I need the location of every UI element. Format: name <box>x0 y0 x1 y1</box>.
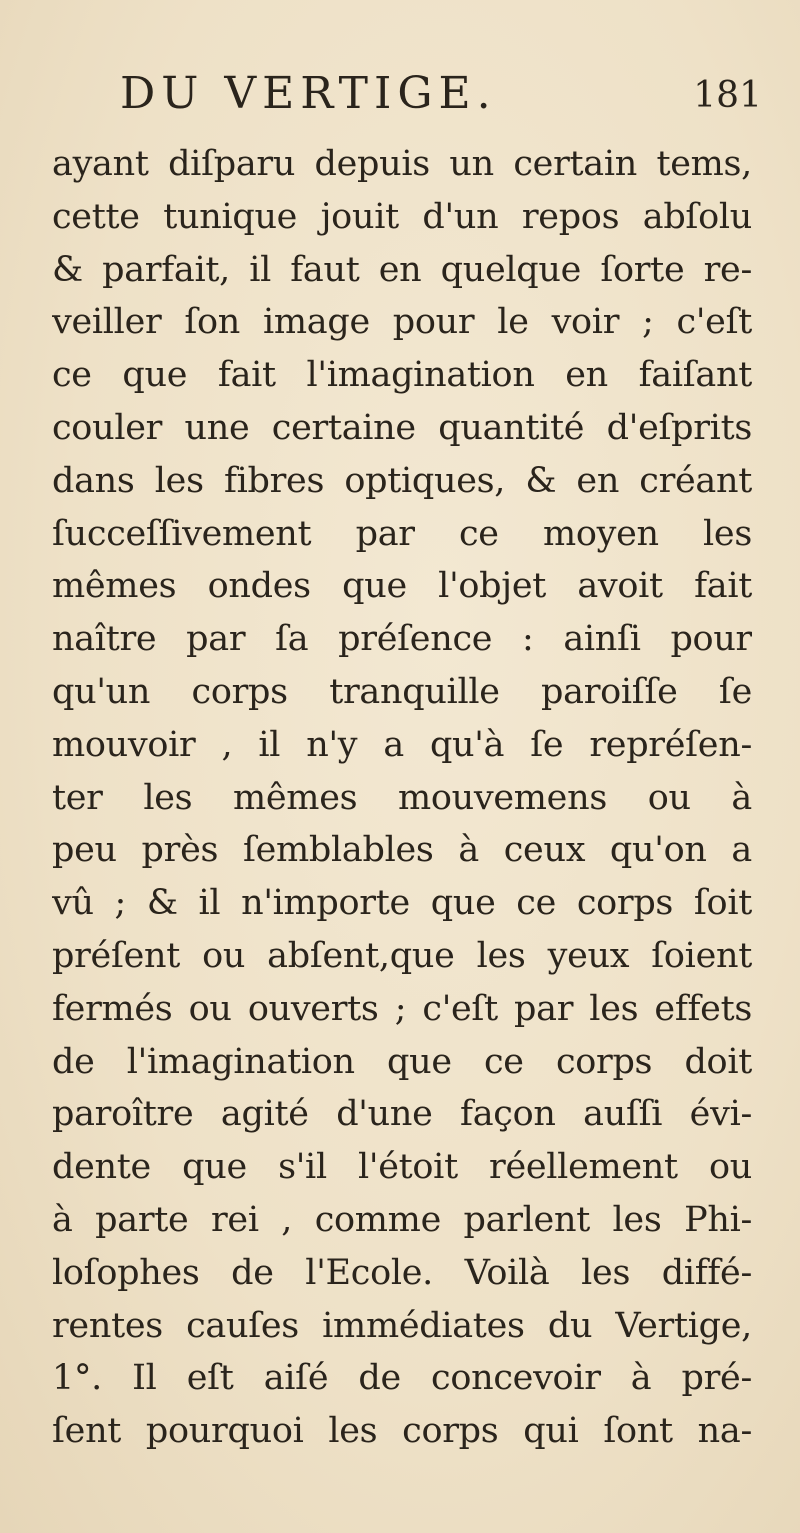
text-line: ſent pourquoi les corps qui ſont na- <box>52 1411 752 1452</box>
text-line: loſophes de l'Ecole. Voilà les diffé- <box>52 1252 752 1293</box>
text-line: dente que s'il l'étoit réellement ou <box>52 1147 752 1188</box>
text-line: paroître agité d'une façon auſſi évi- <box>52 1094 752 1135</box>
text-line: ce que fait l'imagination en faiſant <box>52 355 752 396</box>
text-line: peu près ſemblables à ceux qu'on a <box>52 830 752 871</box>
page-number: 181 <box>693 75 762 116</box>
text-line: ayant diſparu depuis un certain tems, <box>52 144 752 184</box>
text-line: qu'un corps tranquille paroiſſe ſe <box>52 671 752 712</box>
text-line: fermés ou ouverts ; c'eſt par les effets <box>52 988 752 1029</box>
text-line: naître par ſa préſence : ainſi pour <box>52 619 752 660</box>
text-line: dans les fibres optiques, & en créant <box>52 460 752 501</box>
text-line: ſucceſſivement par ce moyen les <box>52 513 752 554</box>
text-line: 1°. Il eſt aiſé de concevoir à pré- <box>52 1358 752 1399</box>
text-line: cette tunique jouit d'un repos abſolu <box>52 196 752 237</box>
text-line: ter les mêmes mouvemens ou à <box>52 777 752 818</box>
page-header <box>40 60 770 120</box>
running-title: DU VERTIGE. <box>120 68 497 119</box>
body-text <box>52 138 752 1458</box>
text-line: rentes cauſes immédiates du Vertige, <box>52 1305 752 1346</box>
text-line: couler une certaine quantité d'eſprits <box>52 407 752 448</box>
text-line: préſent ou abſent,que les yeux ſoient <box>52 935 752 976</box>
text-line: veiller ſon image pour le voir ; c'eſt <box>52 302 752 343</box>
text-line: vû ; & il n'importe que ce corps ſoit <box>52 883 752 924</box>
text-line: de l'imagination que ce corps doit <box>52 1041 752 1082</box>
text-line: mouvoir , il n'y a qu'à ſe repréſen- <box>52 724 752 765</box>
text-line: à parte rei , comme parlent les Phi- <box>52 1199 752 1240</box>
text-line: mêmes ondes que l'objet avoit fait <box>52 566 752 607</box>
text-line: & parfait, il faut en quelque ſorte re- <box>52 249 752 290</box>
